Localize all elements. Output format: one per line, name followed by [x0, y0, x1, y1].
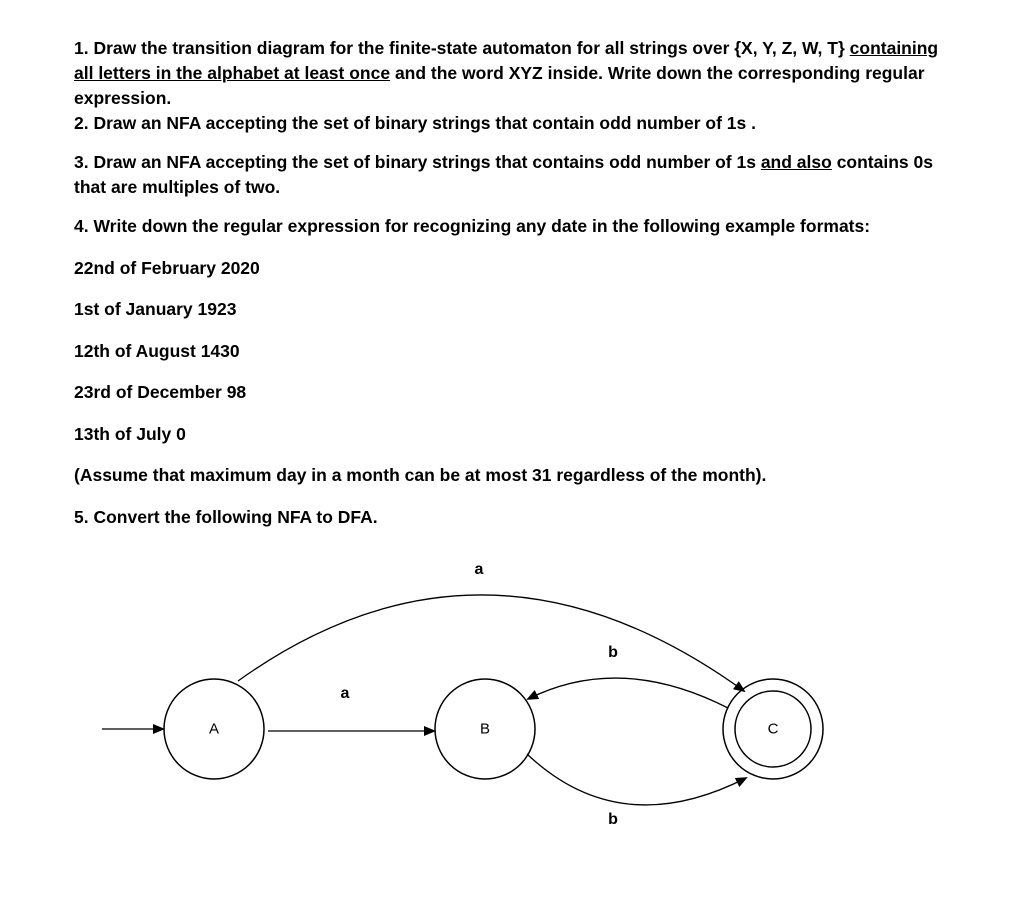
state-b-label: B [479, 720, 491, 738]
date-example-5: 13th of July 0 [74, 423, 186, 444]
date-example-3: 12th of August 1430 [74, 340, 240, 361]
question-3-underlined: and also [760, 152, 832, 172]
assumption-note: (Assume that maximum day in a month can be at most 31 regardless of the month). [74, 465, 767, 485]
edge-c-to-b-label: b [608, 644, 618, 661]
question-4: 4. Write down the regular expression for recognizing any date in the following example formats: [74, 216, 871, 236]
edge-a-to-b-label: a [340, 685, 350, 702]
edge-a-to-c-label: a [474, 561, 484, 578]
question-5: 5. Convert the following NFA to DFA. [74, 506, 378, 527]
edge-b-to-c [527, 754, 746, 805]
date-example-4: 23rd of December 98 [74, 382, 247, 402]
question-3-text-end: contains 0s that are multiples of two. [74, 152, 933, 197]
date-example-1: 22nd of February 2020 [74, 257, 260, 278]
question-1-text: 1. Draw the transition diagram for the finite-state automaton for all strings over {X, Y, Z, W, T} [74, 38, 850, 58]
question-1-text-end: and the word XYZ inside. Write down the corresponding regular expression. [74, 63, 925, 108]
edge-a-to-c [238, 595, 744, 691]
edge-b-to-c-label: b [608, 811, 618, 828]
state-a-label: A [208, 720, 220, 738]
question-2: 2. Draw an NFA accepting the set of binary strings that contain odd number of 1s . [74, 113, 756, 133]
question-3-text: 3. Draw an NFA accepting the set of binary strings that contains odd number of 1s [74, 152, 761, 172]
state-c-label: C [767, 720, 779, 738]
question-1-underlined: containing all letters in the alphabet at least once [74, 38, 939, 83]
date-example-2: 1st of January 1923 [74, 299, 237, 319]
edge-c-to-b [528, 678, 728, 708]
